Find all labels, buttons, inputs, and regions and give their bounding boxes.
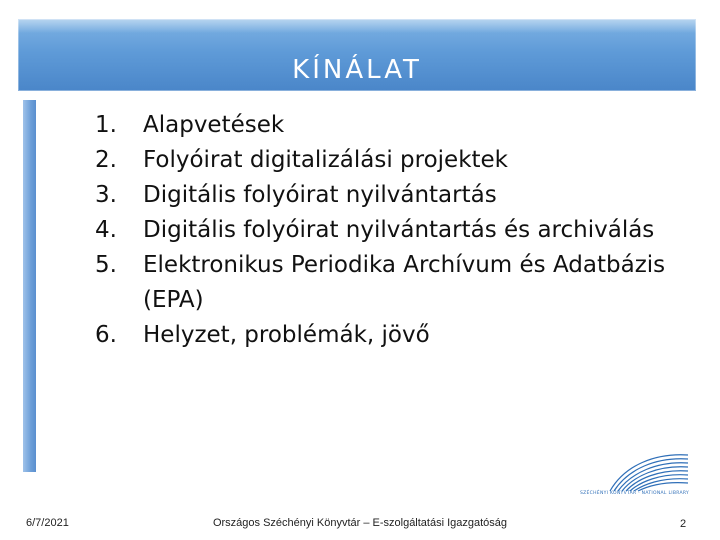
footer-date: 6/7/2021 bbox=[26, 517, 69, 529]
agenda-item-text: Elektronikus Periodika Archívum és Adatbázis (EPA) bbox=[143, 252, 666, 313]
agenda-item-number: 5. bbox=[95, 252, 117, 278]
agenda-item-number: 2. bbox=[95, 147, 117, 173]
page-number: 2 bbox=[680, 518, 687, 530]
agenda-item bbox=[95, 143, 695, 178]
agenda-item-text: Helyzet, problémák, jövő bbox=[143, 322, 430, 348]
agenda-item bbox=[95, 178, 695, 213]
agenda-item-text: Folyóirat digitalizálási projektek bbox=[143, 147, 509, 173]
agenda-item-number: 4. bbox=[95, 217, 117, 243]
agenda-item bbox=[95, 318, 695, 353]
logo-caption: SZÉCHÉNYI KÖNYVTÁR · NATIONAL LIBRARY bbox=[580, 491, 690, 496]
agenda-item-text: Alapvetések bbox=[143, 112, 285, 138]
agenda-item bbox=[95, 213, 695, 248]
agenda-item bbox=[95, 108, 695, 143]
title-bar bbox=[18, 19, 696, 91]
left-accent-bar bbox=[23, 100, 36, 472]
slide-title: KÍNÁLAT bbox=[292, 55, 422, 85]
title-bar-highlight bbox=[18, 19, 696, 33]
agenda-item-number: 3. bbox=[95, 182, 117, 208]
agenda-item bbox=[95, 248, 695, 318]
agenda-item-text: Digitális folyóirat nyilvántartás és archiválás bbox=[143, 217, 655, 243]
agenda-list bbox=[95, 108, 695, 353]
footer-text: Országos Széchényi Könyvtár – E-szolgáltatási Igazgatóság bbox=[212, 517, 508, 529]
agenda-item-number: 6. bbox=[95, 322, 117, 348]
agenda-item-text: Digitális folyóirat nyilvántartás bbox=[143, 182, 497, 208]
agenda-item-number: 1. bbox=[95, 112, 117, 138]
